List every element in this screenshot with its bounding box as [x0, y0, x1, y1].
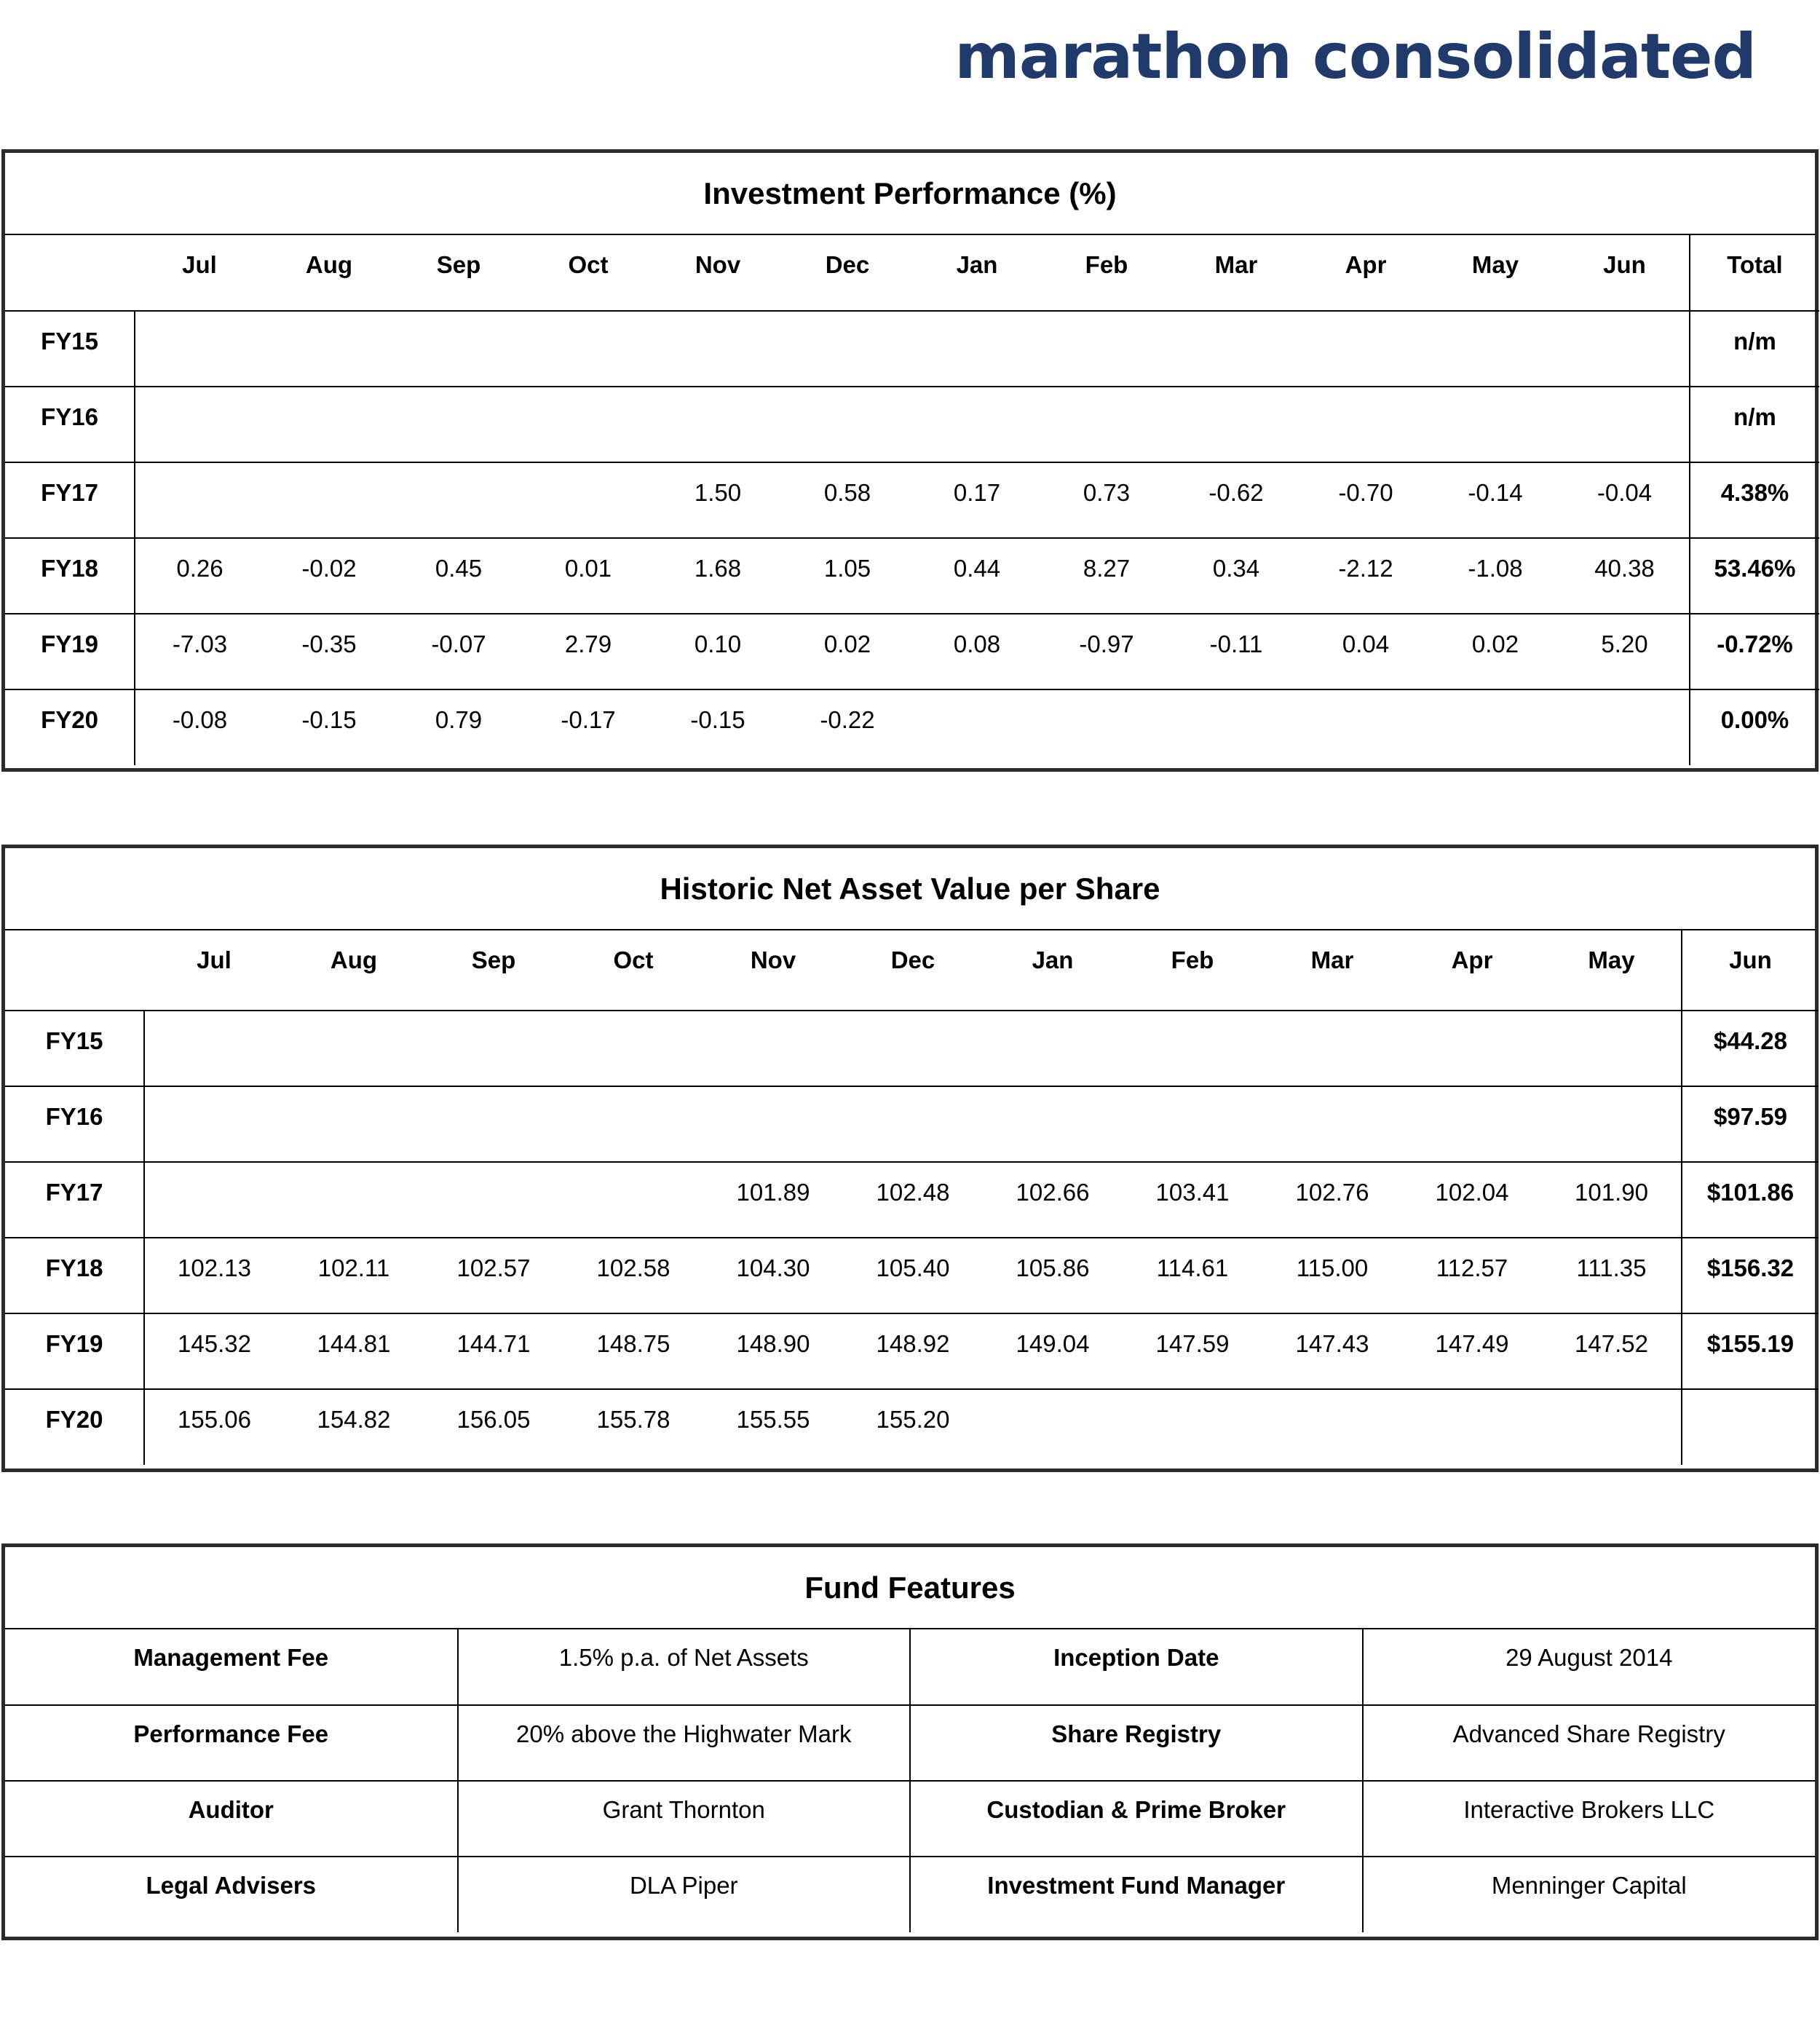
table-row — [5, 1313, 1819, 1389]
table-cell — [135, 462, 264, 538]
table-cell — [912, 387, 1042, 462]
total-cell: 4.38% — [1690, 462, 1819, 538]
table-cell — [1431, 387, 1560, 462]
table-cell — [424, 1162, 563, 1238]
column-header: Jun — [1603, 251, 1646, 278]
historic-nav-table — [5, 930, 1819, 1465]
table-cell: -0.70 — [1301, 462, 1431, 538]
table-cell: 101.89 — [703, 1162, 843, 1238]
table-row — [5, 311, 1819, 387]
column-header: Aug — [305, 251, 353, 278]
total-cell: -0.72% — [1690, 614, 1819, 689]
table-cell: -0.04 — [1560, 462, 1690, 538]
table-cell — [394, 311, 523, 387]
table-cell: 0.17 — [912, 462, 1042, 538]
table-cell: -0.35 — [264, 614, 394, 689]
column-header: Dec — [890, 946, 935, 973]
table-cell: 145.32 — [144, 1313, 284, 1389]
feature-row — [5, 1629, 1815, 1705]
table-cell — [1123, 1086, 1262, 1162]
table-cell — [1402, 1086, 1542, 1162]
table-cell: -7.03 — [135, 614, 264, 689]
table-row — [5, 538, 1819, 614]
column-header: Apr — [1451, 946, 1493, 973]
table-cell — [912, 311, 1042, 387]
jun-cell: $97.59 — [1682, 1086, 1819, 1162]
table-cell: 147.49 — [1402, 1313, 1542, 1389]
row-year-label: FY15 — [5, 311, 135, 387]
table-cell: -0.17 — [523, 689, 653, 765]
table-cell — [1542, 1086, 1682, 1162]
table-cell: 40.38 — [1560, 538, 1690, 614]
table-cell — [284, 1011, 424, 1086]
column-header: May — [1588, 946, 1635, 973]
table-cell: 0.01 — [523, 538, 653, 614]
table-cell: 147.52 — [1542, 1313, 1682, 1389]
table-cell: 0.26 — [135, 538, 264, 614]
table-cell — [1262, 1086, 1402, 1162]
table-cell — [703, 1011, 843, 1086]
row-year-label: FY18 — [5, 538, 135, 614]
table-cell: 144.71 — [424, 1313, 563, 1389]
table-cell — [424, 1011, 563, 1086]
table-cell: 102.76 — [1262, 1162, 1402, 1238]
table-cell: -0.02 — [264, 538, 394, 614]
row-year-label: FY16 — [5, 387, 135, 462]
table-cell — [1042, 311, 1171, 387]
table-cell: 0.44 — [912, 538, 1042, 614]
column-header: Oct — [613, 946, 654, 973]
table-cell: 102.57 — [424, 1238, 563, 1313]
table-cell: 102.48 — [843, 1162, 983, 1238]
row-year-label: FY18 — [5, 1238, 144, 1313]
feature-row — [5, 1705, 1815, 1781]
table-cell: 0.10 — [653, 614, 783, 689]
jun-cell — [1682, 1389, 1819, 1465]
table-cell: -0.62 — [1171, 462, 1301, 538]
table-cell: 0.08 — [912, 614, 1042, 689]
table-cell: 0.34 — [1171, 538, 1301, 614]
table-cell: 102.04 — [1402, 1162, 1542, 1238]
table-row — [5, 387, 1819, 462]
table-cell: -0.15 — [264, 689, 394, 765]
header-row — [5, 930, 1819, 1011]
feature-value: 1.5% p.a. of Net Assets — [458, 1629, 911, 1705]
table-cell — [424, 1086, 563, 1162]
jun-cell: $101.86 — [1682, 1162, 1819, 1238]
feature-row — [5, 1781, 1815, 1857]
table-cell — [843, 1011, 983, 1086]
table-cell — [1042, 689, 1171, 765]
row-year-label: FY15 — [5, 1011, 144, 1086]
table-cell — [1560, 689, 1690, 765]
column-header: Feb — [1085, 251, 1128, 278]
feature-value: Menninger Capital — [1363, 1857, 1816, 1932]
column-header: Jan — [956, 251, 998, 278]
feature-value: DLA Piper — [458, 1857, 911, 1932]
jun-cell: $155.19 — [1682, 1313, 1819, 1389]
jun-cell: $156.32 — [1682, 1238, 1819, 1313]
column-header: Sep — [436, 251, 481, 278]
table-cell: 103.41 — [1123, 1162, 1262, 1238]
feature-value: 29 August 2014 — [1363, 1629, 1816, 1705]
table-cell: 0.45 — [394, 538, 523, 614]
table-cell: 0.02 — [1431, 614, 1560, 689]
table-cell: 148.90 — [703, 1313, 843, 1389]
feature-value: Interactive Brokers LLC — [1363, 1781, 1816, 1857]
header-row — [5, 235, 1819, 311]
table-cell: -0.97 — [1042, 614, 1171, 689]
investment-performance-panel — [1, 149, 1819, 772]
table-cell — [1262, 1389, 1402, 1465]
row-year-label: FY17 — [5, 462, 135, 538]
column-header: Total — [1690, 235, 1819, 311]
table-cell — [1301, 689, 1431, 765]
table-cell — [264, 311, 394, 387]
table-row — [5, 462, 1819, 538]
table-cell — [284, 1162, 424, 1238]
table-cell — [703, 1086, 843, 1162]
table-cell: 112.57 — [1402, 1238, 1542, 1313]
table-cell — [1542, 1011, 1682, 1086]
table-cell: -0.11 — [1171, 614, 1301, 689]
feature-row — [5, 1857, 1815, 1932]
table-cell: 105.86 — [983, 1238, 1123, 1313]
row-year-label: FY20 — [5, 689, 135, 765]
table-cell: 0.04 — [1301, 614, 1431, 689]
table-cell: -0.08 — [135, 689, 264, 765]
total-cell: n/m — [1690, 387, 1819, 462]
column-header: Oct — [568, 251, 609, 278]
table-row — [5, 614, 1819, 689]
table-cell — [1262, 1011, 1402, 1086]
table-cell: 102.13 — [144, 1238, 284, 1313]
column-header: Jul — [197, 946, 232, 973]
table-cell: 102.11 — [284, 1238, 424, 1313]
table-cell — [1431, 689, 1560, 765]
total-cell: n/m — [1690, 311, 1819, 387]
table-cell: 101.90 — [1542, 1162, 1682, 1238]
table-cell: -2.12 — [1301, 538, 1431, 614]
table-cell — [653, 311, 783, 387]
table-cell: 149.04 — [983, 1313, 1123, 1389]
table-cell: 156.05 — [424, 1389, 563, 1465]
column-header: Jun — [1682, 930, 1819, 1011]
table-cell — [563, 1086, 703, 1162]
table-row — [5, 1238, 1819, 1313]
table-cell: 1.05 — [783, 538, 912, 614]
table-cell: 5.20 — [1560, 614, 1690, 689]
column-header: Sep — [471, 946, 516, 973]
feature-label: Auditor — [5, 1781, 458, 1857]
table-cell: 155.78 — [563, 1389, 703, 1465]
column-header: Mar — [1310, 946, 1354, 973]
table-cell — [843, 1086, 983, 1162]
table-cell: -0.22 — [783, 689, 912, 765]
table-cell: 8.27 — [1042, 538, 1171, 614]
table-cell: 115.00 — [1262, 1238, 1402, 1313]
table-cell: 102.58 — [563, 1238, 703, 1313]
table-cell — [1402, 1011, 1542, 1086]
table-cell — [1123, 1389, 1262, 1465]
table-cell: 148.75 — [563, 1313, 703, 1389]
table-cell — [1431, 311, 1560, 387]
table-cell — [1171, 387, 1301, 462]
table-cell: 155.06 — [144, 1389, 284, 1465]
table-cell — [983, 1389, 1123, 1465]
table-cell: 154.82 — [284, 1389, 424, 1465]
table-cell: 104.30 — [703, 1238, 843, 1313]
table-cell: -0.07 — [394, 614, 523, 689]
row-year-label: FY16 — [5, 1086, 144, 1162]
table-cell — [653, 387, 783, 462]
historic-nav-title: Historic Net Asset Value per Share — [5, 848, 1815, 930]
table-cell: 0.79 — [394, 689, 523, 765]
table-cell — [983, 1011, 1123, 1086]
investment-performance-title: Investment Performance (%) — [5, 153, 1815, 235]
table-cell — [1123, 1011, 1262, 1086]
jun-cell: $44.28 — [1682, 1011, 1819, 1086]
table-cell — [563, 1011, 703, 1086]
total-cell: 53.46% — [1690, 538, 1819, 614]
table-cell: 2.79 — [523, 614, 653, 689]
column-header: Feb — [1171, 946, 1214, 973]
corner-cell — [5, 235, 135, 311]
table-cell — [563, 1162, 703, 1238]
brand-logo: marathon consolidated — [954, 20, 1756, 93]
table-cell: 155.55 — [703, 1389, 843, 1465]
fund-features-title: Fund Features — [5, 1547, 1815, 1629]
feature-value: Advanced Share Registry — [1363, 1705, 1816, 1781]
column-header: Aug — [330, 946, 378, 973]
table-cell — [1301, 311, 1431, 387]
column-header: Dec — [825, 251, 870, 278]
table-row — [5, 1011, 1819, 1086]
feature-label: Inception Date — [910, 1629, 1363, 1705]
feature-label: Investment Fund Manager — [910, 1857, 1363, 1932]
table-cell: 105.40 — [843, 1238, 983, 1313]
table-cell: 102.66 — [983, 1162, 1123, 1238]
table-row — [5, 689, 1819, 765]
table-cell: 1.50 — [653, 462, 783, 538]
column-header: Mar — [1214, 251, 1258, 278]
table-cell: 147.43 — [1262, 1313, 1402, 1389]
table-cell — [523, 462, 653, 538]
table-cell: -0.15 — [653, 689, 783, 765]
feature-value: 20% above the Highwater Mark — [458, 1705, 911, 1781]
table-cell — [983, 1086, 1123, 1162]
table-cell: 0.73 — [1042, 462, 1171, 538]
feature-label: Management Fee — [133, 1644, 329, 1671]
table-cell: 0.58 — [783, 462, 912, 538]
row-year-label: FY17 — [5, 1162, 144, 1238]
corner-cell — [5, 930, 144, 1011]
feature-value: Grant Thornton — [458, 1781, 911, 1857]
table-cell: 114.61 — [1123, 1238, 1262, 1313]
column-header: Apr — [1345, 251, 1387, 278]
table-cell: 0.02 — [783, 614, 912, 689]
column-header: May — [1471, 251, 1519, 278]
table-cell — [523, 387, 653, 462]
table-cell — [783, 311, 912, 387]
table-cell: -1.08 — [1431, 538, 1560, 614]
table-cell: 148.92 — [843, 1313, 983, 1389]
table-cell — [135, 311, 264, 387]
fund-features-table — [5, 1629, 1815, 1932]
row-year-label: FY19 — [5, 614, 135, 689]
feature-label: Legal Advisers — [5, 1857, 458, 1932]
column-header: Nov — [695, 251, 741, 278]
table-row — [5, 1162, 1819, 1238]
table-cell — [1171, 311, 1301, 387]
table-cell — [144, 1086, 284, 1162]
table-cell — [394, 387, 523, 462]
table-row — [5, 1086, 1819, 1162]
table-cell: 1.68 — [653, 538, 783, 614]
table-cell — [1560, 311, 1690, 387]
column-header: Nov — [750, 946, 796, 973]
table-cell: 144.81 — [284, 1313, 424, 1389]
table-cell — [264, 387, 394, 462]
table-cell — [523, 311, 653, 387]
table-cell — [264, 462, 394, 538]
table-cell — [394, 462, 523, 538]
table-cell: -0.14 — [1431, 462, 1560, 538]
column-header: Jan — [1032, 946, 1074, 973]
table-cell — [1402, 1389, 1542, 1465]
feature-label: Share Registry — [910, 1705, 1363, 1781]
feature-label: Performance Fee — [5, 1705, 458, 1781]
table-cell — [1171, 689, 1301, 765]
table-cell — [144, 1162, 284, 1238]
table-cell — [135, 387, 264, 462]
table-cell — [783, 387, 912, 462]
table-row — [5, 1389, 1819, 1465]
feature-label: Custodian & Prime Broker — [910, 1781, 1363, 1857]
row-year-label: FY20 — [5, 1389, 144, 1465]
total-cell: 0.00% — [1690, 689, 1819, 765]
fund-features-panel — [1, 1543, 1819, 1940]
row-year-label: FY19 — [5, 1313, 144, 1389]
table-cell: 147.59 — [1123, 1313, 1262, 1389]
table-cell — [912, 689, 1042, 765]
table-cell — [1301, 387, 1431, 462]
table-cell — [284, 1086, 424, 1162]
historic-nav-panel — [1, 845, 1819, 1472]
table-cell — [144, 1011, 284, 1086]
investment-performance-table — [5, 235, 1819, 765]
table-cell: 155.20 — [843, 1389, 983, 1465]
table-cell: 111.35 — [1542, 1238, 1682, 1313]
table-cell — [1042, 387, 1171, 462]
column-header: Jul — [182, 251, 217, 278]
table-cell — [1542, 1389, 1682, 1465]
table-cell — [1560, 387, 1690, 462]
